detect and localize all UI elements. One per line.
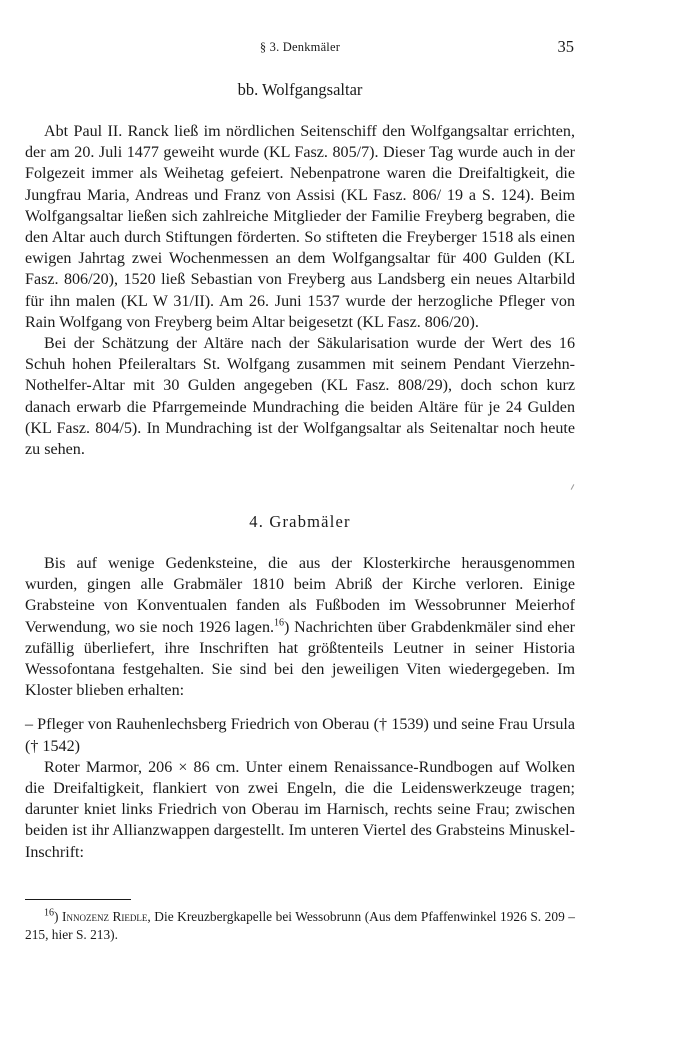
paragraph: Bei der Schätzung der Altäre nach der Säkularisation wurde der Wert des 16 Schuh hohen Pfeileraltars St. Wolfgang zusammen mit seinem Pendant Vierzehn-Nothelfer-Altar mit 30 Gulden angegeben (KL Fasz. 808/29), doch schon kurz danach erwarb die Pfarrgemeinde Mundraching die beiden Altäre für je 24 Gulden (KL Fasz. 804/5). In Mundraching ist der Wolfgangsaltar als Seitenaltar noch heute zu sehen. [25, 335, 575, 459]
paragraph: Abt Paul II. Ranck ließ im nördlichen Seitenschiff den Wolfgangsaltar errichten, der am 20. Juli 1477 geweiht wurde (KL Fasz. 805/7). Dieser Tag wurde auch in der Folgezeit immer als Weihetag gefeiert. Nebenpatrone waren die Dreifaltigkeit, die Jungfrau Maria, Andreas und Franz von Assisi (KL Fasz. 806/ 19 a S. 124). Beim Wolfgangsaltar ließen sich zahlreiche Mitglieder der Familie Freyberg begraben, die den Altar auch durch Stiftungen förderten. So stifteten die Freyberger 1518 als einen ewigen Jahrtag zwei Wochenmessen an dem Wolfgangsaltar für 400 Gulden (KL Fasz. 806/20), 1520 ließ Sebastian von Freyberg aus Landsberg ein neues Altarbild für ihn malen (KL W 31/II). Am 26. Juni 1537 wurde der herzogliche Pfleger von Rain Wolfgang von Freyberg beim Altar beigesetzt (KL Fasz. 806/20). [25, 123, 575, 331]
stray-mark [571, 484, 575, 490]
paragraph [25, 553, 575, 701]
footnote-reference: 16 [274, 617, 285, 629]
footnote [25, 908, 575, 944]
footnote-author: Innozenz Riedle [62, 909, 148, 924]
page-number: 35 [557, 37, 574, 56]
footnote-rule [25, 899, 131, 900]
paragraph-text-continued: ) Nachrichten über Grabdenkmäler sind eher zufällig überliefert, ihre Inschriften hat größtenteils Leutner in seiner Historia Wessofontana festgehalten. Sie sind bei den jeweiligen Viten wiedergegeben. Im Kloster blieben erhalten: [25, 618, 576, 700]
grabmaeler-text [25, 553, 575, 863]
footnote-number: 16 [44, 907, 54, 919]
footnote-text: $^{16}$) Innozenz Riedle, Die Kreuzbergkapelle bei Wessobrunn (Aus dem Pfaffenwinkel 1926 S. 209 – 215, hier S. 213). [25, 907, 575, 942]
heading-wolfgangsaltar: bb. Wolfgangsaltar [237, 80, 363, 99]
footnote-body: , Die Kreuzbergkapelle bei Wessobrunn (Aus dem Pfaffenwinkel 1926 S. 209 – 215, hier S. 213). [25, 909, 575, 942]
paragraph-text: Bis auf wenige Gedenksteine, die aus der Klosterkirche herausgenommen wurden, gingen alle Grabmäler 1810 beim Abriß der Kirche verloren. Einige Grabsteine von Konventualen fanden als Fußboden im Wessobrunner Meierhof Verwendung, wo sie noch 1926 lagen. [25, 555, 575, 636]
wolfgangsaltar-text [25, 121, 575, 460]
list-item: – Pfleger von Rauhenlechsberg Friedrich von Oberau († 1539) und seine Frau Ursula († 1542) [25, 716, 575, 755]
paragraph: Roter Marmor, 206 × 86 cm. Unter einem Renaissance-Rundbogen auf Wolken die Dreifaltigkeit, flankiert von zwei Engeln, die die Leidenswerkzeuge tragen; darunter kniet links Friedrich von Oberau im Harnisch, rechts seine Frau; zwischen beiden ist ihr Allianzwappen dargestellt. Im unteren Viertel des Grabsteins Minuskel-Inschrift: [25, 758, 575, 861]
heading-grabmaeler: 4. Grabmäler [249, 512, 351, 531]
running-title: § 3. Denkmäler [259, 40, 341, 54]
